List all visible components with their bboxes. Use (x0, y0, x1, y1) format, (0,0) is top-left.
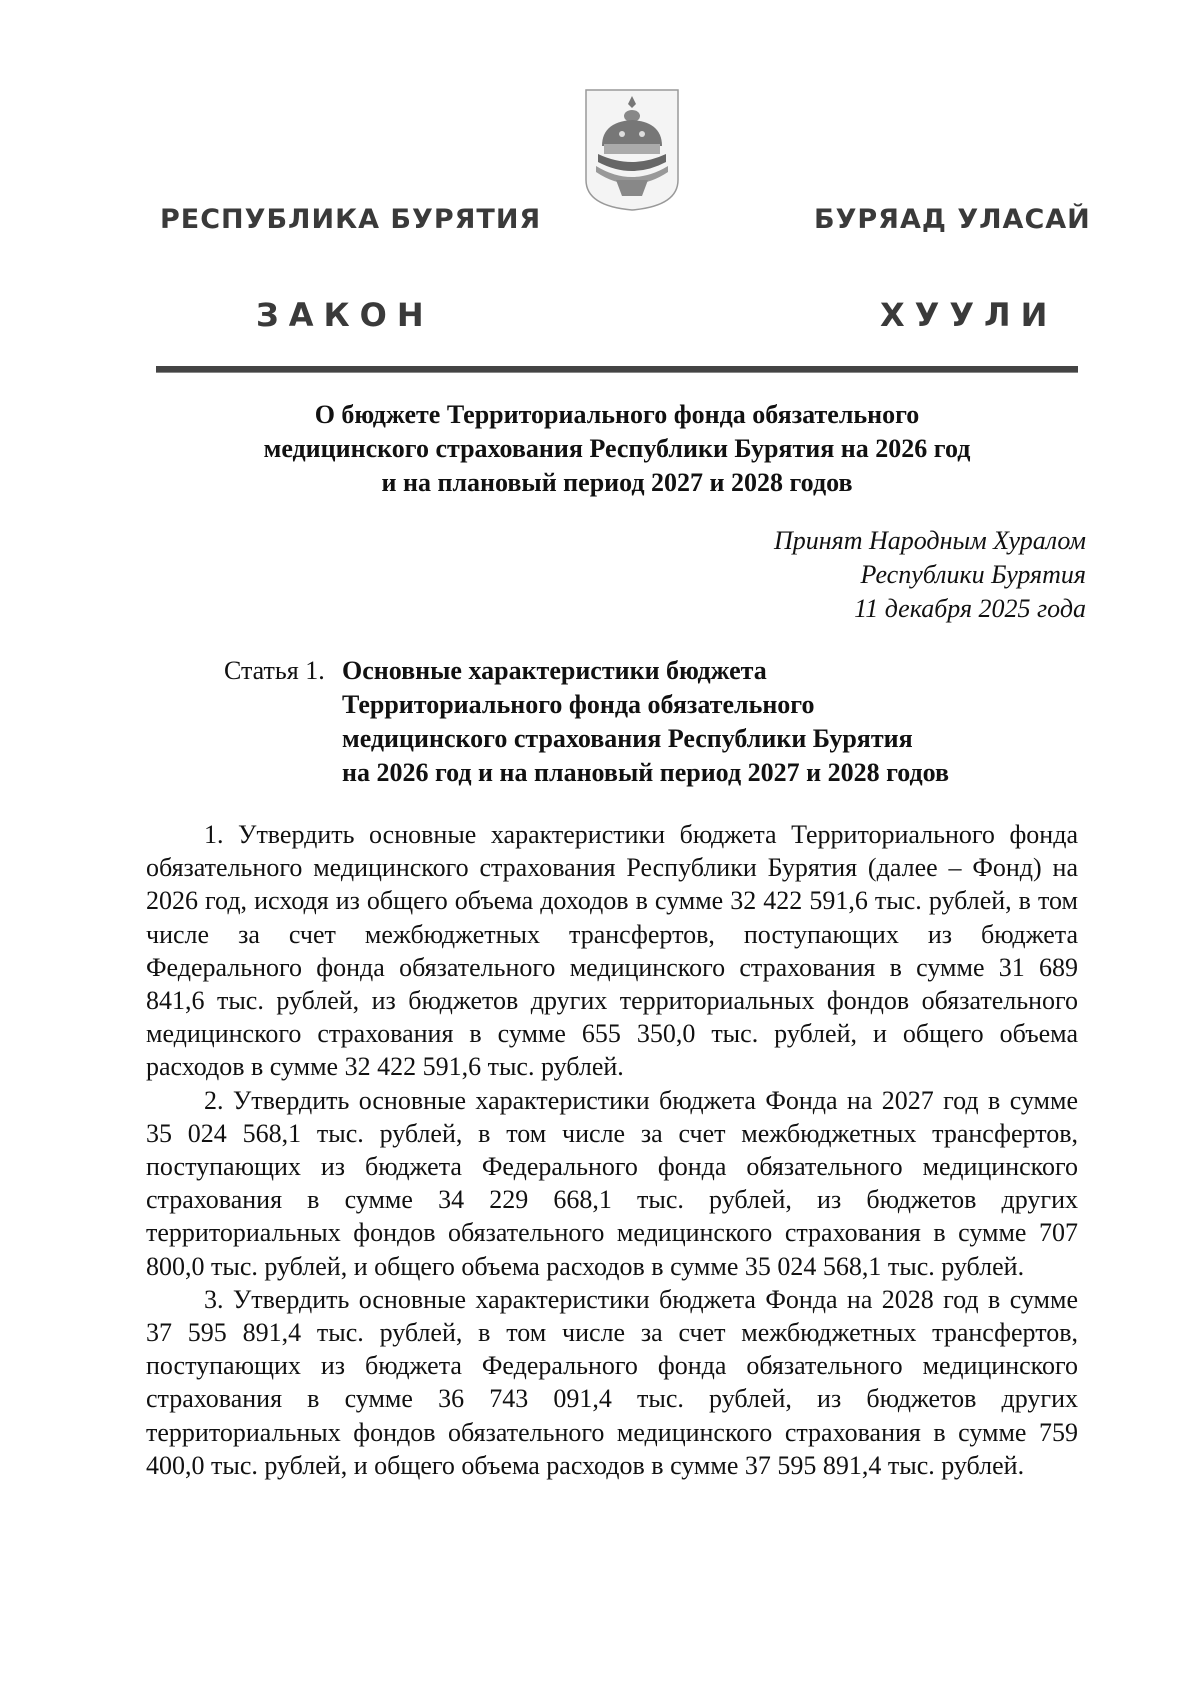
document-type-russian: ЗАКОН (256, 296, 434, 334)
article-title-line: Территориального фонда обязательного (342, 690, 815, 719)
adoption-note-line: Республики Бурятия (860, 560, 1086, 589)
adoption-note (774, 524, 1086, 626)
republic-name-buryat: БУРЯАД УЛАСАЙ (814, 204, 1091, 235)
law-title-line: и на плановый период 2027 и 2028 годов (381, 468, 853, 497)
paragraph-2: 2. Утвердить основные характеристики бюджета Фонда на 2027 год в сумме 35 024 568,1 тыс. рублей, в том числе за счет межбюджетных трансфертов, поступающих из бюджета Федерального фонда обязательного медицинского страхования в сумме 34 229 668,1 тыс. рублей, из бюджетов других территориальных фондов обязательного медицинского страхования в сумме 707 800,0 тыс. рублей, и общего объема расходов в сумме 35 024 568,1 тыс. рублей. (146, 1085, 1078, 1281)
coat-of-arms-emblem (582, 84, 682, 212)
header-divider (156, 366, 1078, 373)
article-title-line: на 2026 год и на плановый период 2027 и 2028 годов (342, 758, 950, 787)
law-title-line: медицинского страхования Республики Бурятия на 2026 год (263, 434, 971, 463)
article-label: Статья 1. (224, 656, 325, 685)
adoption-note-line: Принят Народным Хуралом (773, 526, 1086, 555)
article-title (342, 654, 949, 790)
article-body (146, 818, 1078, 1482)
republic-name-russian: РЕСПУБЛИКА БУРЯТИЯ (160, 204, 542, 235)
article-title-line: медицинского страхования Республики Бурятия (342, 724, 913, 753)
paragraph-1: 1. Утвердить основные характеристики бюджета Территориального фонда обязательного медицинского страхования Республики Бурятия (далее – Фонд) на 2026 год, исходя из общего объема доходов в сумме 32 422 591,6 тыс. рублей, в том числе за счет межбюджетных трансфертов, поступающих из бюджета Федерального фонда обязательного медицинского страхования в сумме 31 689 841,6 тыс. рублей, из бюджетов других территориальных фондов обязательного медицинского страхования в сумме 655 350,0 тыс. рублей, и общего объема расходов в сумме 32 422 591,6 тыс. рублей. (146, 820, 1078, 1082)
law-title-line: О бюджете Территориального фонда обязательного (314, 400, 920, 429)
law-title (156, 398, 1078, 500)
article-title-line: Основные характеристики бюджета (342, 656, 767, 685)
paragraph-3: 3. Утвердить основные характеристики бюджета Фонда на 2028 год в сумме 37 595 891,4 тыс. рублей, в том числе за счет межбюджетных трансфертов, поступающих из бюджета Федерального фонда обязательного медицинского страхования в сумме 36 743 091,4 тыс. рублей, из бюджетов других территориальных фондов обязательного медицинского страхования в сумме 759 400,0 тыс. рублей, и общего объема расходов в сумме 37 595 891,4 тыс. рублей. (146, 1284, 1078, 1480)
adoption-date: 11 декабря 2025 года (854, 594, 1086, 623)
document-type-buryat: ХУУЛИ (880, 296, 1058, 334)
